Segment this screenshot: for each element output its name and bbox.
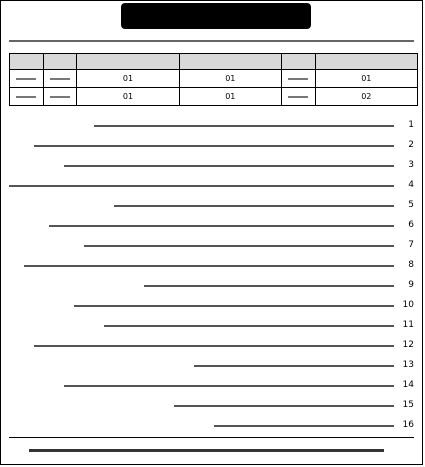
condition-text-line (24, 265, 394, 267)
condition-number: 16 (402, 420, 414, 430)
condition-text-line (194, 365, 394, 367)
condition-number: 5 (408, 200, 414, 210)
header-serial (315, 54, 417, 70)
intro-text (9, 34, 414, 50)
footer-address (9, 437, 414, 460)
condition-item (9, 217, 414, 237)
condition-text-line (144, 285, 394, 287)
footer-line (29, 449, 384, 452)
condition-text-line (114, 205, 394, 207)
table-row (10, 70, 418, 88)
title-bar (121, 3, 311, 29)
condition-text-line (64, 165, 394, 167)
header-qualification (10, 54, 44, 70)
table-row (10, 88, 418, 106)
condition-number: 9 (408, 280, 414, 290)
header-domicile (43, 54, 77, 70)
condition-number: 11 (402, 320, 414, 330)
condition-number: 12 (402, 340, 414, 350)
condition-number: 3 (408, 160, 414, 170)
condition-number: 13 (402, 360, 414, 370)
condition-text-line (84, 245, 394, 247)
condition-text-line (34, 345, 394, 347)
cell-qualification (10, 70, 44, 88)
condition-text-line (49, 225, 394, 227)
cell-domicile (43, 70, 77, 88)
condition-text-line (34, 145, 394, 147)
cell-qualification (10, 88, 44, 106)
cell-count: 01 (77, 70, 179, 88)
header-scale (179, 54, 281, 70)
vacancy-table (9, 53, 418, 106)
condition-item (9, 137, 414, 157)
condition-item (9, 157, 414, 177)
cell-post (281, 70, 315, 88)
cell-serial: 02 (315, 88, 417, 106)
intro-line (9, 40, 414, 42)
header-post (281, 54, 315, 70)
condition-item (9, 177, 414, 197)
condition-text-line (9, 185, 394, 187)
condition-number: 14 (402, 380, 414, 390)
condition-item (9, 417, 414, 437)
table-header-row (10, 54, 418, 70)
condition-text-line (174, 405, 394, 407)
header-count (77, 54, 179, 70)
condition-number: 6 (408, 220, 414, 230)
condition-item (9, 297, 414, 317)
condition-item (9, 197, 414, 217)
condition-item (9, 277, 414, 297)
condition-number: 10 (402, 300, 414, 310)
condition-item (9, 317, 414, 337)
cell-scale: 01 (179, 70, 281, 88)
condition-text-line (74, 305, 394, 307)
condition-number: 15 (402, 400, 414, 410)
condition-text-line (64, 385, 394, 387)
condition-item (9, 257, 414, 277)
cell-domicile (43, 88, 77, 106)
condition-item (9, 237, 414, 257)
condition-number: 7 (408, 240, 414, 250)
condition-item (9, 117, 414, 137)
conditions-list (9, 117, 414, 437)
condition-number: 2 (408, 140, 414, 150)
condition-text-line (94, 125, 394, 127)
cell-count: 01 (77, 88, 179, 106)
condition-number: 4 (408, 180, 414, 190)
condition-text-line (214, 425, 394, 427)
condition-text-line (104, 325, 394, 327)
condition-item (9, 377, 414, 397)
condition-item (9, 337, 414, 357)
condition-item (9, 357, 414, 377)
condition-item (9, 397, 414, 417)
condition-number: 8 (408, 260, 414, 270)
cell-post (281, 88, 315, 106)
cell-scale: 01 (179, 88, 281, 106)
condition-number: 1 (408, 120, 414, 130)
cell-serial: 01 (315, 70, 417, 88)
